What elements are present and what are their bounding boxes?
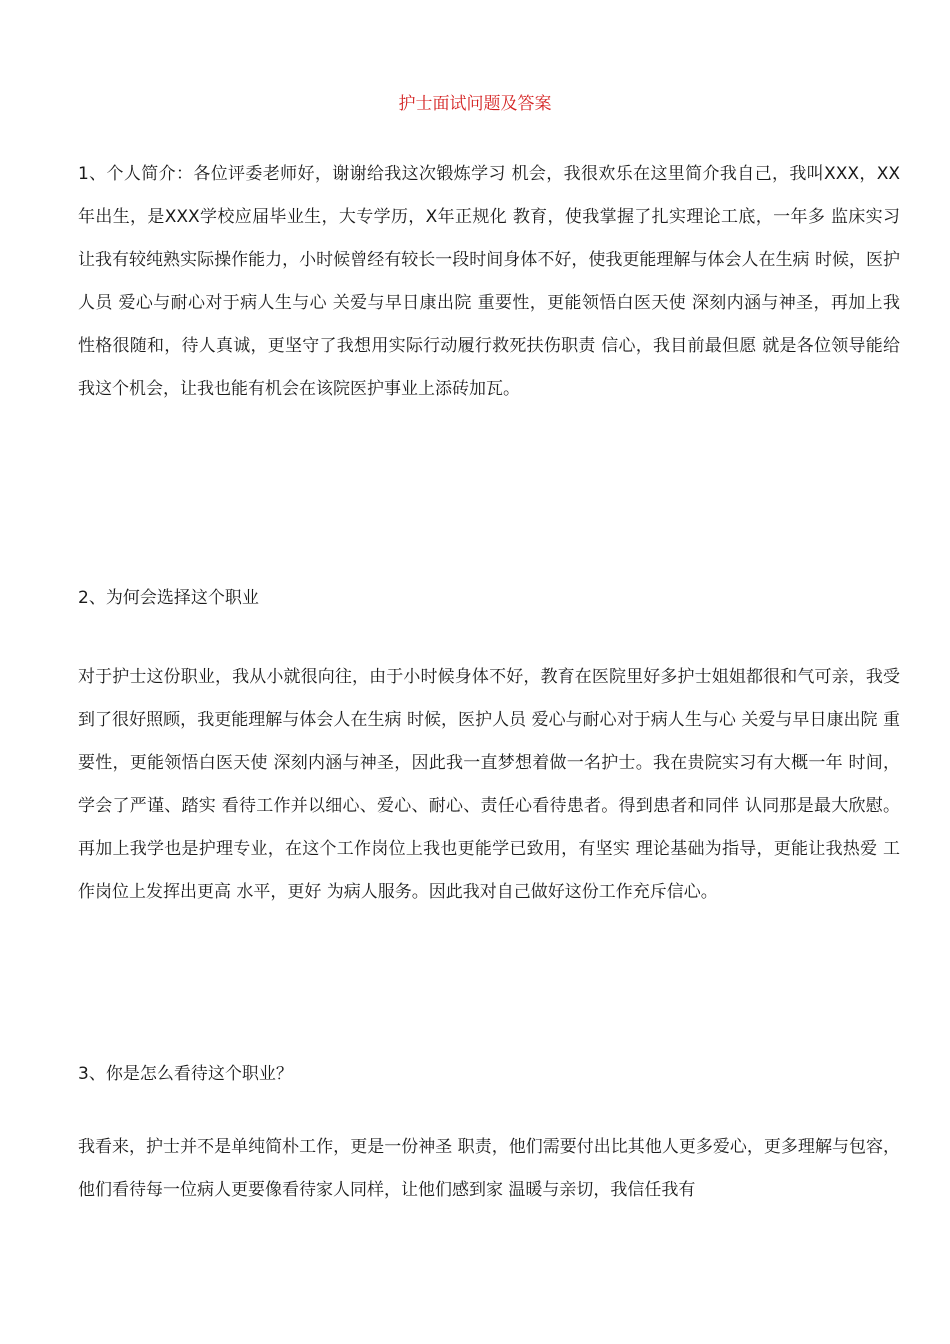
section-3-text: 我看来，护士并不是单纯简朴工作，更是一份神圣 职责，他们需要付出比其他人更多爱心，更多理解与包容，他们看待每一位病人更要像看待家人同样，让他们感到家 温暖与亲切，我信任我有 bbox=[78, 1137, 900, 1200]
page-title: 护士面试问题及答案 bbox=[398, 94, 552, 114]
section-1-text: 1、个人简介：各位评委老师好，谢谢给我这次锻炼学习 机会，我很欢乐在这里简介我自己，我叫XXX，XX年出生，是XXX学校应届毕业生，大专学历，X年正规化 教育，使我掌握了扎实理论工底，一年多 监床实习让我有较纯熟实际操作能力，小时候曾经有较长一段时间身体不好，使我更能理解与体会人在生病 时候，医护人员 爱心与耐心对于病人生与心 关爱与早日康出院 重要性，更能领悟白医天使 深刻内涵与神圣，再加上我 性格很随和，待人真诚，更坚守了我想用实际行动履行救死扶伤职责 信心，我目前最但愿 就是各位领导能给我这个机会，让我也能有机会在该院医护事业上添砖加瓦。 bbox=[78, 164, 900, 399]
section-2-text: 对于护士这份职业，我从小就很向往，由于小时候身体不好，教育在医院里好多护士姐姐都很和气可亲，我受到了很好照顾，我更能理解与体会人在生病 时候，医护人员 爱心与耐心对于病人生与心 关爱与早日康出院 重要性，更能领悟白医天使 深刻内涵与神圣，因此我一直梦想着做一名护士。我在贵院实习有大概一年 时间，学会了严谨、踏实 看待工作并以细心、爱心、耐心、责任心看待患者。得到患者和同伴 认同那是最大欣慰。再加上我学也是护理专业，在这个工作岗位上我也更能学已致用，有坚实 理论基础为指导，更能让我热爱 工作岗位上发挥出更高 水平，更好 为病人服务。因此我对自己做好这份工作充斥信心。 bbox=[78, 667, 900, 902]
section-2-heading: 2、为何会选择这个职业 bbox=[78, 588, 259, 608]
section-3-heading: 3、你是怎么看待这个职业？ bbox=[78, 1064, 293, 1084]
